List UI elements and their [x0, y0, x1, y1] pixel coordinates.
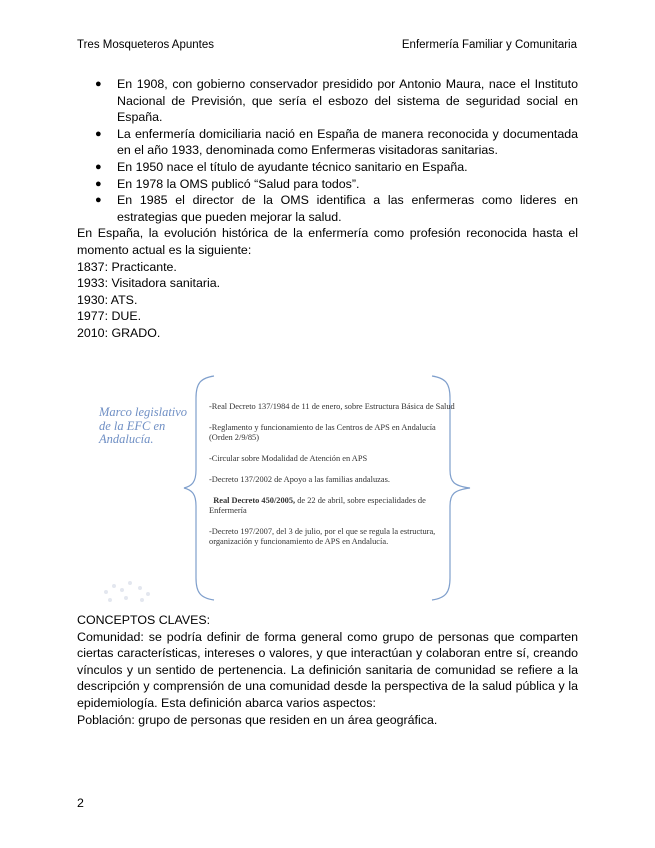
bullet-icon: ● — [95, 177, 102, 190]
concepts-heading: CONCEPTOS CLAVES: — [77, 613, 211, 627]
page-number: 2 — [77, 796, 84, 810]
header-left: Tres Mosqueteros Apuntes — [77, 39, 215, 51]
bullet-icon: ● — [95, 194, 102, 207]
figure-item: -Reglamento y funcionamiento de las Centros de APS en Andalucía (Orden 2/9/85) — [209, 423, 436, 442]
history-bullet-list — [77, 76, 578, 225]
figure-item-bold-part: Real Decreto 450/2005, — [213, 496, 296, 505]
body-text — [77, 76, 578, 342]
list-item: ● La enfermería domiciliaria nació en España de manera reconocida y documentada en el año 1933, denominada como Enfermeras visitadoras sanitarias. — [95, 126, 578, 158]
evolution-item: 2010: GRADO. — [77, 325, 161, 340]
figure-item: -Real Decreto 137/1984 de 11 de enero, sobre Estructura Básica de Salud — [209, 402, 455, 411]
concepts-section — [77, 612, 578, 728]
list-item: ● En 1950 nace el título de ayudante técnico sanitario en España. — [95, 159, 468, 174]
evolution-item: 1837: Practicante. — [77, 259, 177, 274]
figure-item: -Circular sobre Modalidad de Atención en APS — [209, 454, 368, 463]
figure-item: -Decreto 137/2002 de Apoyo a las familias andaluzas. — [209, 475, 390, 484]
list-item: ● En 1908, con gobierno conservador presidido por Antonio Maura, nace el Instituto Nacional de Previsión, que sería el esbozo del sistema de seguridad social en España. — [95, 77, 578, 125]
bullet-icon: ● — [95, 160, 102, 173]
figure-list — [209, 402, 459, 558]
header-right: Enfermería Familiar y Comunitaria — [401, 39, 577, 51]
poblacion-definition: Población: grupo de personas que residen en un área geográfica. — [77, 712, 438, 727]
decorative-dots — [104, 581, 150, 602]
legislative-framework-figure — [96, 370, 472, 606]
evolution-item: 1930: ATS. — [77, 292, 138, 307]
figure-title: Marco legislativo de la EFC en Andalucía. — [99, 405, 188, 446]
figure-item-rest: de 22 de abril, sobre especialidades de Enfermería — [209, 496, 426, 515]
list-item: ● En 1985 el director de la OMS identifica a las enfermeras como lideres en estrategias que pueden mejorar la salud. — [95, 193, 578, 224]
bullet-icon: ● — [95, 127, 102, 140]
evolution-item: 1977: DUE. — [77, 309, 142, 324]
page-header — [77, 39, 577, 53]
evolution-item: 1933: Visitadora sanitaria. — [77, 276, 221, 291]
figure-item: -Decreto 197/2007, del 3 de julio, por el que se regula la estructura, organización y funcionamiento de APS en Andalucía. — [209, 527, 436, 546]
comunidad-definition: Comunidad: se podría definir de forma general como grupo de personas que comparten ciertas características, intereses o valores, y que interactúan y colaboran entre sí, creando vínculos y un sentido de pertenencia. La definición sanitaria de comunidad se refiere a la descripción y comprensión de una comunidad desde la perspectiva de la salud pública y la epidemiología. Esta definición abarca varios aspectos: — [77, 629, 578, 710]
evolution-intro: En España, la evolución histórica de la enfermería como profesión reconocida hasta el momento actual es la siguiente: — [77, 226, 578, 257]
list-item: ● En 1978 la OMS publicó “Salud para todos”. — [95, 176, 360, 191]
figure-item-bold — [209, 496, 459, 516]
bullet-icon: ● — [95, 78, 102, 90]
